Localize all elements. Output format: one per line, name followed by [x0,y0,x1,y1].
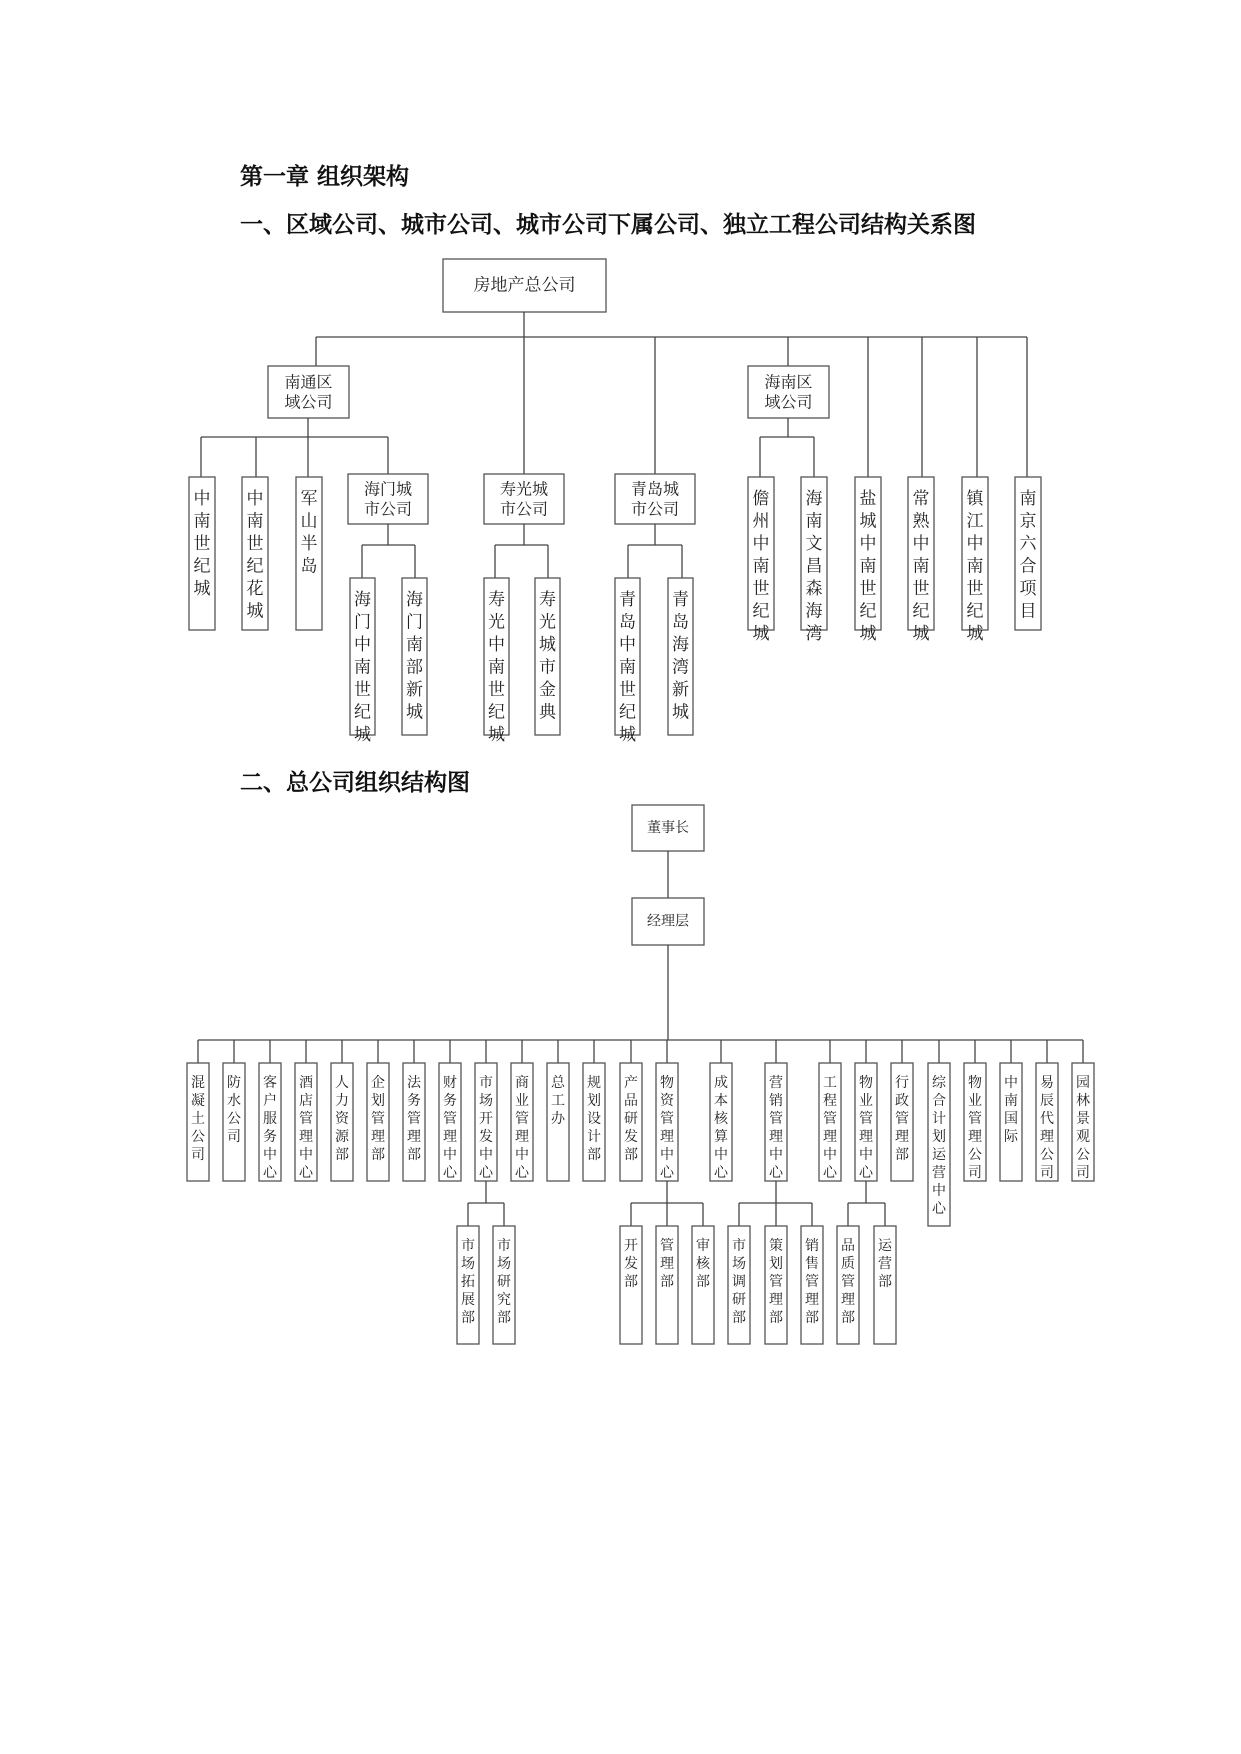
node-label: 综合计划运营中心 [932,1075,946,1217]
dept-21 [1000,1063,1022,1181]
subunit-3 [656,1226,678,1344]
node-label: 行政管理部 [895,1075,909,1163]
subunit-1 [493,1226,515,1344]
node-label: 酒店管理中心 [299,1075,313,1181]
node-label: 南通区 [284,372,333,392]
dept-3 [295,1063,317,1181]
node-label: 海门南部新城 [406,590,423,723]
dept-12 [620,1063,642,1181]
node-label: 规划设计部 [587,1075,601,1163]
dept-17 [855,1063,877,1181]
dept-0 [187,1063,209,1181]
section2-title: 二、总公司组织结构图 [240,770,470,796]
node-label: 董事长 [647,820,689,836]
node-label: 法务管理部 [407,1075,421,1163]
node-label: 产品研发部 [624,1075,638,1163]
dept-2 [259,1063,281,1181]
chapter-title: 第一章 组织架构 [240,164,410,190]
node-label: 儋州中南世纪城 [752,489,770,644]
dept-6 [403,1063,425,1181]
node-label: 海门中南世纪城 [354,590,371,745]
node-label: 物业管理中心 [859,1075,873,1181]
dept-4 [331,1063,353,1181]
node-label: 中南世纪城 [193,489,211,599]
section1-title: 一、区域公司、城市公司、城市公司下属公司、独立工程公司结构关系图 [240,212,976,238]
node-label: 市场开发中心 [479,1075,493,1181]
node-label: 园林景观公司 [1076,1075,1090,1181]
dept-18 [891,1063,913,1181]
subunit-8 [837,1226,859,1344]
node-label: 军山半岛 [300,489,318,577]
dept-19 [928,1063,950,1226]
node-label: 中南国际 [1004,1075,1018,1145]
dept-23 [1072,1063,1094,1181]
node-label: 市公司 [630,499,680,519]
node-label: 混凝土公司 [191,1075,205,1163]
dept-14 [710,1063,732,1181]
node-label: 防水公司 [227,1075,241,1145]
dept-9 [511,1063,533,1181]
dept-7 [439,1063,461,1181]
node-label: 企划管理部 [371,1075,385,1163]
node-label: 市场拓展部 [461,1238,475,1326]
node-label: 房地产总公司 [473,275,576,296]
node-label: 策划管理部 [769,1238,783,1326]
node-label: 青岛海湾新城 [672,590,689,723]
subunit-5 [728,1226,750,1344]
node-label: 寿光城市金典 [539,590,556,723]
node-label: 海门城 [363,479,413,499]
node-label: 成本核算中心 [714,1075,728,1181]
node-label: 总工办 [551,1075,565,1127]
node-label: 客户服务中心 [263,1075,277,1181]
chairman-node [632,805,704,851]
node-label: 营销管理中心 [769,1075,783,1181]
subunit-0 [457,1226,479,1344]
node-label: 物资管理中心 [660,1075,674,1181]
node-label: 财务管理中心 [443,1075,457,1181]
node-label: 海南文昌森海湾 [805,489,823,644]
node-label: 审核部 [696,1238,710,1290]
dept-10 [547,1063,569,1181]
node-label: 市公司 [499,499,549,519]
node-label: 海南区 [764,372,813,392]
node-label: 工程管理中心 [823,1075,837,1181]
dept-15 [765,1063,787,1181]
node-label: 物业管理公司 [968,1075,982,1181]
node-label: 寿光城 [499,479,549,499]
node-label: 镇江中南世纪城 [966,489,984,644]
node-label: 常熟中南世纪城 [912,489,930,644]
node-label: 市公司 [363,499,413,519]
node-label: 域公司 [284,392,333,412]
dept-1 [223,1063,245,1181]
dept-13 [656,1063,678,1181]
dept-11 [583,1063,605,1181]
dept-16 [819,1063,841,1181]
dept-8 [475,1063,497,1181]
subunit-4 [692,1226,714,1344]
node-label: 开发部 [624,1238,638,1290]
management-node [632,898,704,945]
node-label: 青岛中南世纪城 [619,590,636,745]
dept-5 [367,1063,389,1181]
node-label: 管理部 [660,1238,674,1290]
dept-22 [1036,1063,1058,1181]
dept-20 [964,1063,986,1181]
node-label: 运营部 [878,1238,892,1290]
node-label: 品质管理部 [841,1238,855,1326]
subunit-2 [620,1226,642,1344]
node-label: 经理层 [647,913,689,930]
node-label: 商业管理中心 [515,1075,529,1181]
node-label: 域公司 [764,392,813,412]
node-label: 青岛城 [630,479,680,499]
node-label: 寿光中南世纪城 [488,590,505,745]
subunit-7 [801,1226,823,1344]
node-label: 易辰代理公司 [1040,1075,1054,1181]
node-label: 人力资源部 [335,1075,349,1163]
node-label: 中南世纪花城 [246,489,264,622]
node-label: 盐城中南世纪城 [859,489,877,644]
subunit-9 [874,1226,896,1344]
node-label: 南京六合项目 [1019,489,1037,622]
node-label: 市场调研部 [732,1238,746,1326]
subunit-6 [765,1226,787,1344]
node-label: 销售管理部 [805,1238,819,1326]
node-label: 市场研究部 [497,1238,511,1326]
